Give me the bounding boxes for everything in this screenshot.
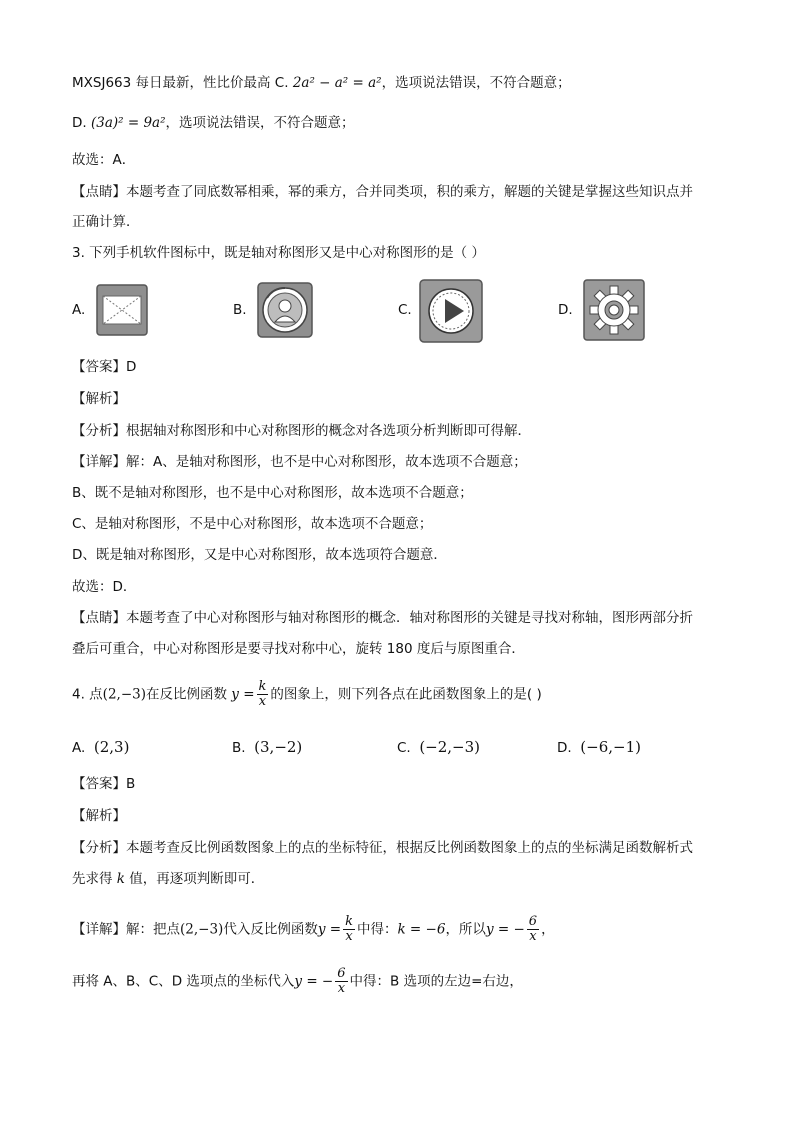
q3-option-b-label: B. xyxy=(233,302,247,318)
line-comment: 【点睛】本题考查了同底数幂相乘，幂的乘方，合并同类项，积的乘方，解题的关键是掌握这些知识点并 xyxy=(72,184,693,200)
comment-3-a: 【点睛】本题考查了中心对称图形与轴对称图形的概念．轴对称图形的关键是寻找对称轴，图形两部分折 xyxy=(72,610,693,626)
answer-4: 【答案】B xyxy=(72,776,136,792)
option-value: (−6,−1) xyxy=(580,738,641,756)
math-expression: 2a² − a² = a² xyxy=(292,75,382,91)
text: 的图象上，则下列各点在此函数图象上的是( ) xyxy=(270,686,542,703)
math-expression: (3a)² = 9a² xyxy=(90,115,166,131)
question-3: 3. 下列手机软件图标中，既是轴对称图形又是中心对称图形的是（ ） xyxy=(72,245,485,261)
text: ，选项说法错误，不符合题意； xyxy=(381,75,571,91)
denominator: x xyxy=(529,929,537,944)
answer-3: 【答案】D xyxy=(72,359,137,375)
text: 值，再逐项判断即可． xyxy=(124,871,265,887)
analysis-3-header: 【解析】 xyxy=(72,391,126,407)
text: 在反比例函数 xyxy=(146,686,227,703)
numerator: k xyxy=(345,914,353,929)
detail-3-a: 【详解】解：A、是轴对称图形，也不是中心对称图形，故本选项不合题意； xyxy=(72,454,527,470)
line-comment-cont: 正确计算． xyxy=(72,214,140,230)
play-icon xyxy=(419,279,483,347)
text: 先求得 xyxy=(72,871,117,887)
option-value: (2,3) xyxy=(93,738,130,756)
option-label: D. xyxy=(557,740,572,756)
option-value: (3,−2) xyxy=(254,738,303,756)
analysis-3: 【分析】根据轴对称图形和中心对称图形的概念对各选项分析判断即可得解． xyxy=(72,423,531,439)
fraction xyxy=(335,967,347,996)
math-point: (2,−3) xyxy=(102,686,146,703)
text: 4. 点 xyxy=(72,686,103,703)
text: ，选项说法错误，不符合题意； xyxy=(165,115,355,131)
detail-3-d: D、既是轴对称图形，又是中心对称图形，故本选项符合题意． xyxy=(72,547,447,563)
option-label: C. xyxy=(397,740,411,756)
q3-option-a-label: A. xyxy=(72,302,86,318)
math-expression: y = xyxy=(317,921,342,938)
math-variable: k xyxy=(116,871,125,887)
comment-3-b: 叠后可重合，中心对称图形是要寻找对称中心，旋转 180 度后与原图重合． xyxy=(72,641,525,657)
question-4 xyxy=(72,680,542,709)
denominator: x xyxy=(258,694,267,709)
line-option-c xyxy=(72,73,571,93)
q3-option-c-label: C. xyxy=(398,302,412,318)
math-expression: y = − xyxy=(485,921,525,938)
text: 代入反比例函数 xyxy=(223,921,318,938)
denominator: x xyxy=(337,981,346,996)
line-option-d xyxy=(72,113,355,133)
fraction xyxy=(527,915,539,944)
numerator: k xyxy=(258,679,267,694)
person-chat-icon xyxy=(257,282,313,342)
text: 中得： xyxy=(356,921,398,938)
option-value: (−2,−3) xyxy=(419,738,481,756)
q4-option-b xyxy=(232,737,302,758)
text: ，所以 xyxy=(445,921,486,938)
envelope-icon xyxy=(96,284,148,340)
analysis-4-header: 【解析】 xyxy=(72,808,126,824)
denominator: x xyxy=(345,929,353,944)
option-label: A. xyxy=(72,740,86,756)
option-label: B. xyxy=(232,740,246,756)
line-answer-a: 故选：A． xyxy=(72,152,136,168)
analysis-4-b xyxy=(72,869,264,889)
fraction xyxy=(257,680,269,709)
q4-option-a xyxy=(72,737,129,758)
math-expression: k = −6 xyxy=(397,921,446,938)
math-expression: y = xyxy=(231,686,255,703)
text: 中得：B 选项的左边=右边， xyxy=(349,973,523,990)
numerator: 6 xyxy=(528,914,538,929)
q4-option-d xyxy=(557,737,641,758)
math-point: (2,−3) xyxy=(180,921,224,938)
text: 再将 A、B、C、D 选项点的坐标代入 xyxy=(72,973,295,990)
detail-3-b: B、既不是轴对称图形，也不是中心对称图形，故本选项不合题意； xyxy=(72,485,473,501)
text: ， xyxy=(541,921,555,938)
q4-option-c xyxy=(397,737,480,758)
detail-4-cont xyxy=(72,967,523,996)
numerator: 6 xyxy=(337,966,346,981)
analysis-4-a: 【分析】本题考查反比例函数图象上的点的坐标特征，根据反比例函数图象上的点的坐标满足函数解析式 xyxy=(72,840,693,856)
q3-option-d-label: D. xyxy=(558,302,573,318)
text: D. xyxy=(72,115,91,131)
text: MXSJ663 每日最新，性比价最高 C. xyxy=(72,75,293,91)
fraction xyxy=(343,915,355,944)
detail-3-c: C、是轴对称图形，不是中心对称图形，故本选项不合题意； xyxy=(72,516,433,532)
text: 【详解】解：把点 xyxy=(72,921,180,938)
choose-3: 故选：D． xyxy=(72,579,137,595)
detail-4 xyxy=(72,915,555,944)
math-expression: y = − xyxy=(294,973,334,990)
gear-icon xyxy=(583,279,645,345)
